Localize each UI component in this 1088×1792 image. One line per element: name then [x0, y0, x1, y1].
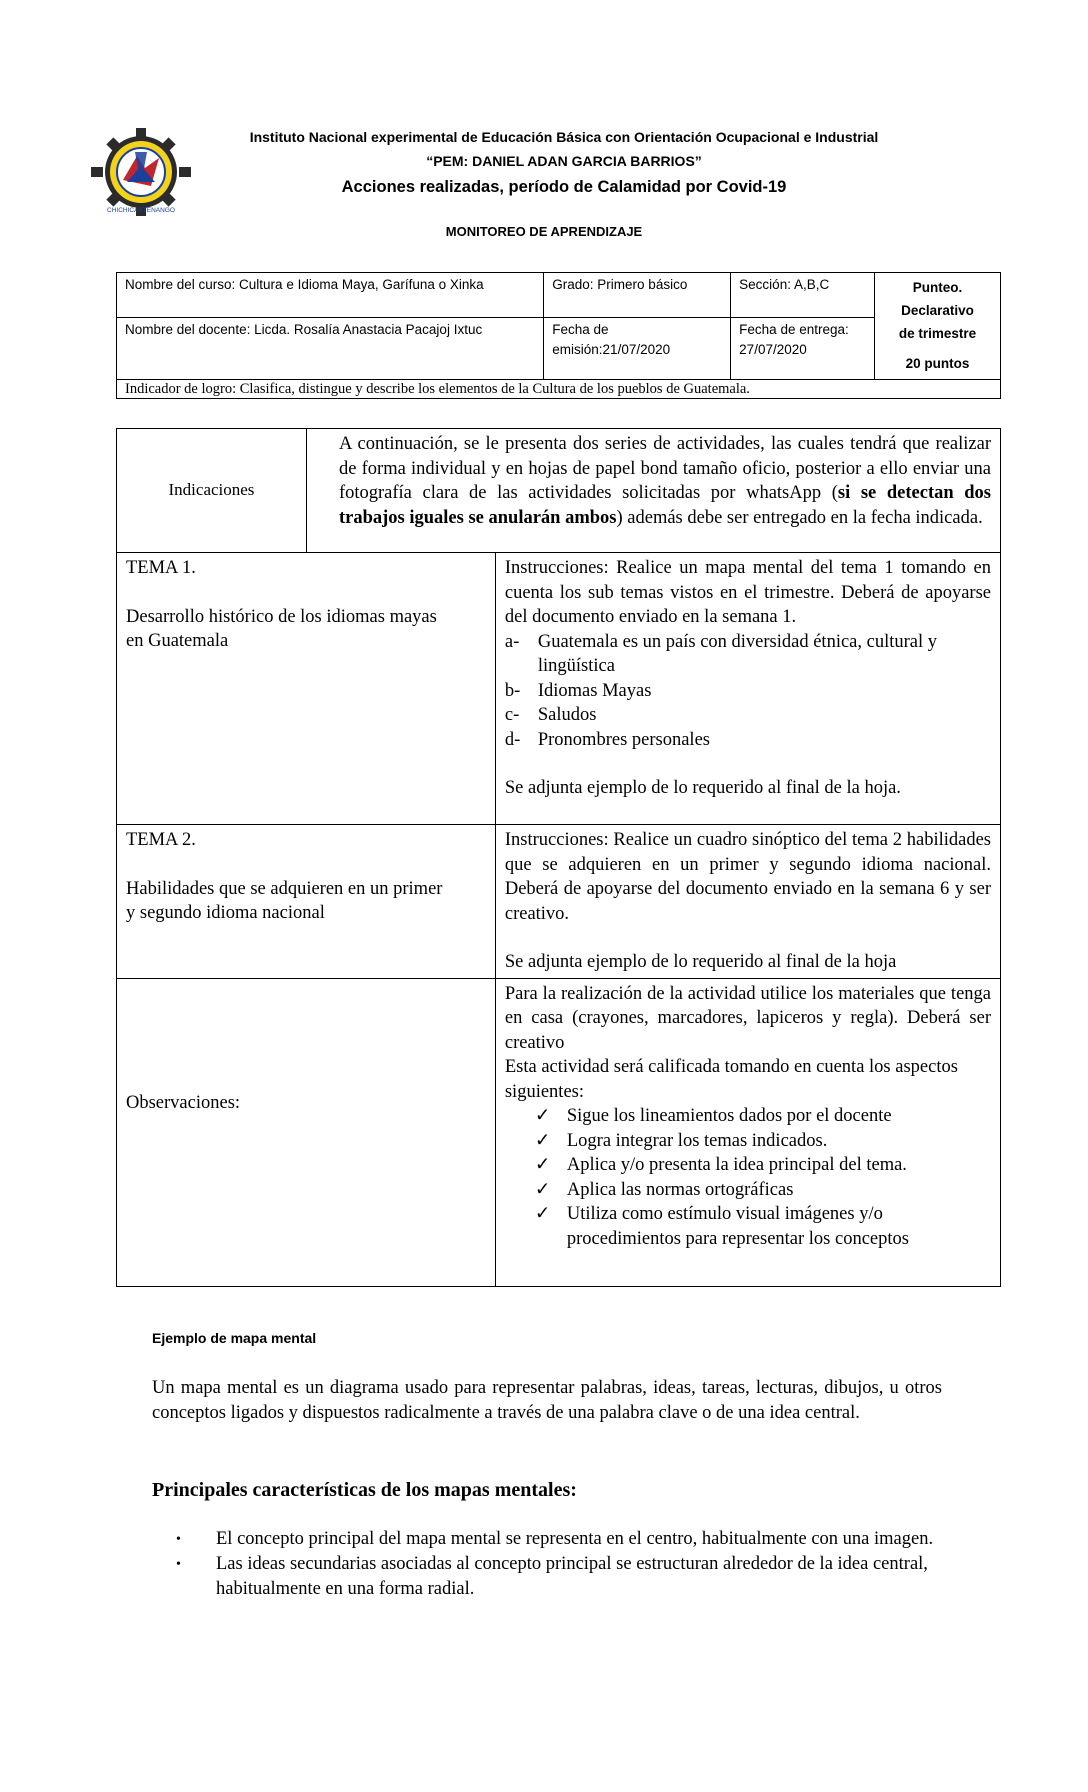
tema1-instructions: Instrucciones: Realice un mapa mental del tema 1 tomando en cuenta los sub temas vistos en el trimestre. Deberá de apoyarse del documento enviado en la semana 1. — [504, 558, 991, 627]
tema2-instructions-cell — [495, 825, 1000, 979]
school-name: “PEM: DANIEL ADAN GARCIA BARRIOS” — [426, 153, 702, 169]
activities-table — [116, 428, 1001, 1287]
indicaciones-text-2: ) además debe ser entregado en la fecha indicada. — [616, 507, 983, 528]
indicaciones-warning: si se detectan dos trabajos iguales se anularán ambos — [338, 483, 991, 528]
tema2-label: TEMA 2. — [126, 830, 196, 850]
list-item: ✓ Aplica las normas ortográficas — [535, 1178, 991, 1203]
list-item: ✓ Utiliza como estímulo visual imágenes y/o procedimientos para representar los conceptos — [535, 1202, 991, 1251]
score-points: 20 puntos — [905, 356, 970, 371]
list-item: • Las ideas secundarias asociadas al concepto principal se estructuran alrededor de la idea central, habitualmente en una forma radial. — [176, 1552, 942, 1602]
score-label-3: de trimestre — [898, 326, 977, 341]
observaciones-text-1: Para la realización de la actividad utilice los materiales que tenga en casa (crayones, marcadores, lapiceros y regla). Deberá ser creativo — [504, 983, 991, 1053]
section: Sección: A,B,C — [731, 273, 875, 318]
characteristics-list — [176, 1527, 942, 1602]
check-icon: ✓ — [534, 1106, 551, 1126]
check-icon: ✓ — [534, 1179, 551, 1200]
observaciones-cell — [495, 978, 1000, 1286]
course-info-table — [116, 272, 1001, 399]
list-item: ✓ Sigue los lineamientos dados por el docente — [535, 1104, 991, 1129]
list-item: b- Idiomas Mayas — [504, 680, 652, 701]
list-item: d- Pronombres personales — [504, 729, 710, 750]
school-logo — [84, 128, 194, 218]
check-icon: ✓ — [534, 1130, 551, 1151]
list-item: a- Guatemala es un país con diversidad étnica, cultural y lingüística — [504, 631, 938, 676]
tema1-label: TEMA 1. — [126, 558, 196, 578]
example-heading: Ejemplo de mapa mental — [152, 1330, 317, 1346]
tema2-note: Se adjunta ejemplo de lo requerido al final de la hoja — [504, 952, 897, 972]
course-name: Nombre del curso: Cultura e Idioma Maya, Garífuna o Xinka — [117, 273, 544, 318]
tema2-title: Habilidades que se adquieren en un primer y segundo idioma nacional — [126, 878, 443, 923]
due-date: Fecha de entrega: 27/07/2020 — [731, 318, 875, 380]
list-item: c- Saludos — [504, 705, 597, 725]
grading-criteria — [505, 1104, 991, 1251]
bullet-icon: • — [176, 1532, 181, 1547]
characteristics-heading: Principales características de los mapas mentales: — [152, 1479, 577, 1501]
teacher-name: Nombre del docente: Licda. Rosalía Anastacia Pacajoj Ixtuc — [117, 318, 544, 380]
grade: Grado: Primero básico — [544, 273, 731, 318]
check-icon: ✓ — [534, 1204, 551, 1224]
observaciones-text-2: Esta actividad será calificada tomando en cuenta los aspectos siguientes: — [504, 1057, 958, 1102]
section-title: MONITOREO DE APRENDIZAJE — [445, 224, 643, 239]
tema1-instructions-cell — [495, 553, 1000, 825]
logo-caption: CHICHICASTENANGO — [107, 207, 175, 214]
tema2-instructions: Instrucciones: Realice un cuadro sinóptico del tema 2 habilidades que se adquieren en un primer y segundo idioma nacional. Deberá de apoyarse del documento enviado en la semana 6 y ser creativo. — [504, 830, 991, 924]
list-item: • El concepto principal del mapa mental se representa en el centro, habitualmente con una imagen. — [176, 1527, 942, 1552]
score-label-2: Declarativo — [901, 303, 974, 318]
list-item: ✓ Aplica y/o presenta la idea principal del tema. — [535, 1153, 991, 1178]
bullet-icon: • — [176, 1557, 181, 1572]
observaciones-label: Observaciones: — [117, 978, 496, 1286]
indicaciones-text-1: A continuación, se le presenta dos series de actividades, las cuales tendrá que realizar de forma individual y en hojas de papel bond tamaño oficio, posterior a ello enviar una fotografía clara de las actividades solicitadas por whatsApp ( — [338, 434, 991, 503]
score-cell — [875, 273, 1001, 380]
mind-map-definition: Un mapa mental es un diagrama usado para representar palabras, ideas, tareas, lecturas, dibujos, u otros conceptos ligados y dispuestos radicalmente a través de una palabra clave o de una idea central. — [152, 1378, 942, 1423]
tema1-title: Desarrollo histórico de los idiomas mayas en Guatemala — [126, 606, 437, 651]
check-icon: ✓ — [534, 1155, 551, 1175]
score-label-1: Punteo. — [912, 280, 963, 295]
list-item: ✓ Logra integrar los temas indicados. — [535, 1129, 991, 1154]
indicaciones-text — [306, 429, 1000, 553]
achievement-indicator: Indicador de logro: Clasifica, distingue y describe los elementos de la Cultura de los pueblos de Guatemala. — [117, 380, 1001, 399]
tema1-cell — [117, 553, 496, 825]
institution-name: Instituto Nacional experimental de Educación Básica con Orientación Ocupacional e Industrial — [249, 129, 879, 145]
document-subtitle: Acciones realizadas, período de Calamidad por Covid-19 — [341, 178, 787, 196]
tema1-note: Se adjunta ejemplo de lo requerido al final de la hoja. — [504, 778, 901, 798]
tema2-cell — [117, 825, 496, 979]
tema1-subtopics — [505, 630, 991, 753]
indicaciones-label: Indicaciones — [117, 429, 307, 553]
issue-date: Fecha de emisión:21/07/2020 — [544, 318, 731, 380]
